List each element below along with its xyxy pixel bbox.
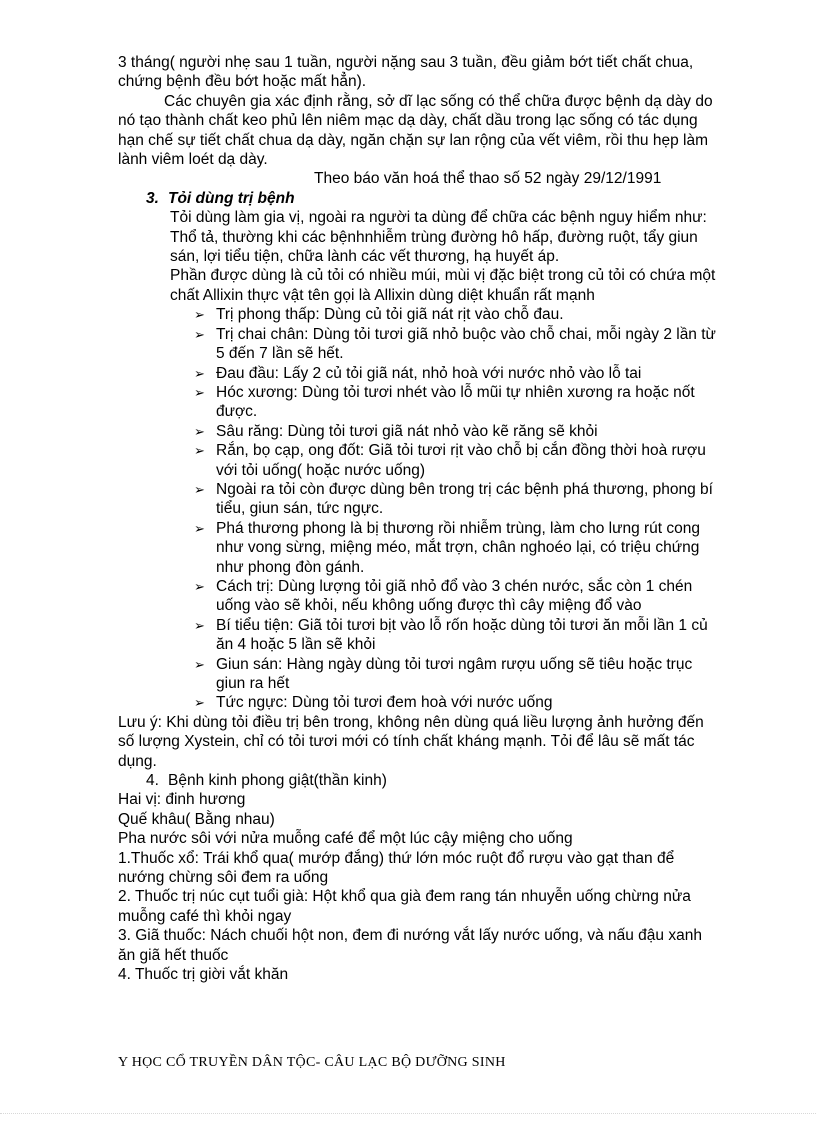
list-item-text: Phá thương phong là bị thương rồi nhiễm trùng, làm cho lưng rút cong như vong sừng, miệng méo, mắt trợn, chân nghoéo lại, có triệu chứng như phong đòn gánh. — [216, 519, 701, 576]
section-4-title: Bệnh kinh phong giật(thần kinh) — [168, 772, 387, 790]
intro-line: 3 tháng( người nhẹ sau 1 tuần, người nặng sau 3 tuần, đều giảm bớt tiết chất chua, chứng bệnh đều bớt hoặc mất hẳn). — [118, 54, 694, 91]
section-4-line: Pha nước sôi với nửa muỗng café để một lúc cậy miệng cho uống — [118, 830, 573, 848]
list-item — [194, 441, 718, 480]
list-item — [194, 305, 718, 324]
page-footer: Y HỌC CỔ TRUYỀN DÂN TỘC- CÂU LẠC BỘ DƯỠNG SINH — [118, 1055, 506, 1070]
arrow-bullet-icon: ➢ — [194, 423, 205, 439]
arrow-bullet-icon: ➢ — [194, 443, 205, 459]
section-4-line: 2. Thuốc trị núc cụt tuổi già: Hột khổ qua già đem rang tán nhuyễn uống chừng nửa muỗng café thì khỏi ngay — [118, 888, 691, 925]
arrow-bullet-icon: ➢ — [194, 578, 205, 594]
source-citation: Theo báo văn hoá thể thao số 52 ngày 29/12/1991 — [314, 170, 662, 188]
section-4-line: 3. Giã thuốc: Nách chuối hột non, đem đi nướng vắt lấy nước uống, và nấu đậu xanh ăn giã hết thuốc — [118, 927, 702, 964]
section-4-line: Hai vị: đinh hương — [118, 791, 246, 809]
list-item-text: Bí tiểu tiện: Giã tỏi tươi bịt vào lỗ rốn hoặc dùng tỏi tươi ăn mỗi lần 1 củ ăn 4 hoặc 5 lần sẽ khỏi — [216, 616, 708, 654]
list-item-text: Sâu răng: Dùng tỏi tươi giã nát nhỏ vào kẽ răng sẽ khỏi — [216, 422, 598, 440]
list-item-text: Rắn, bọ cạp, ong đốt: Giã tỏi tươi rịt vào chỗ bị cắn đồng thời hoà rượu với tỏi uống( hoặc nước uống) — [216, 442, 706, 479]
list-item — [194, 577, 718, 616]
list-item-text: Đau đầu: Lấy 2 củ tỏi giã nát, nhỏ hoà với nước nhỏ vào lỗ tai — [216, 364, 642, 382]
remedy-list — [118, 305, 718, 713]
list-item-text: Ngoài ra tỏi còn được dùng bên trong trị các bệnh phá thương, phong bí tiểu, giun sán, tức ngực. — [216, 480, 713, 518]
arrow-bullet-icon: ➢ — [194, 326, 205, 342]
list-item-text: Tức ngực: Dùng tỏi tươi đem hoà với nước uống — [216, 694, 553, 712]
list-item-text: Trị chai chân: Dùng tỏi tươi giã nhỏ buộc vào chỗ chai, mỗi ngày 2 lần từ 5 đến 7 lần sẽ hết. — [216, 325, 716, 363]
arrow-bullet-icon: ➢ — [194, 307, 205, 323]
arrow-bullet-icon: ➢ — [194, 384, 205, 400]
list-item — [194, 616, 718, 655]
section-4-line: Quế khâu( Bằng nhau) — [118, 810, 275, 828]
section-3-heading — [146, 189, 718, 208]
list-item-text: Hóc xương: Dùng tỏi tươi nhét vào lỗ mũi tự nhiên xương ra hoặc nốt được. — [216, 383, 695, 421]
section-4-number: 4. — [146, 772, 159, 790]
list-item — [194, 655, 718, 694]
list-item — [194, 693, 718, 712]
list-item — [194, 325, 718, 364]
arrow-bullet-icon: ➢ — [194, 520, 205, 536]
section-4-line: 4. Thuốc trị giời vắt khăn — [118, 966, 289, 984]
list-item — [194, 383, 718, 422]
list-item-text: Trị phong thấp: Dùng củ tỏi giã nát rịt vào chỗ đau. — [216, 306, 564, 324]
section-3-paragraph-3: Phần được dùng là củ tỏi có nhiều múi, mùi vị đặc biệt trong củ tỏi có chứa một chất Allixin thực vật tên gọi là Allixin dùng diệt khuẩn rất mạnh — [170, 267, 716, 304]
section-3-title: Tỏi dùng trị bệnh — [168, 189, 295, 207]
arrow-bullet-icon: ➢ — [194, 695, 205, 711]
section-4-heading — [118, 771, 718, 790]
arrow-bullet-icon: ➢ — [194, 617, 205, 633]
list-item — [194, 422, 718, 441]
section-4-line: 1.Thuốc xổ: Trái khổ qua( mướp đắng) thứ lớn móc ruột đổ rượu vào gạt than để nướng chừng sôi đem ra uống — [118, 849, 675, 887]
intro-paragraph: Các chuyên gia xác định rằng, sở dĩ lạc sống có thể chữa được bệnh dạ dày do nó tạo thành chất keo phủ lên niêm mạc dạ dày, chất dầu trong lạc sống có tác dụng hạn chế sự tiết chất chua dạ dày, ngăn chặn sự lan rộng của vết viêm, rồi thu hẹp làm lành viêm loét dạ dày. — [118, 92, 713, 169]
list-item — [194, 519, 718, 577]
list-item-text: Giun sán: Hàng ngày dùng tỏi tươi ngâm rượu uống sẽ tiêu hoặc trục giun ra hết — [216, 655, 693, 692]
arrow-bullet-icon: ➢ — [194, 365, 205, 381]
section-3-paragraph-1: Tỏi dùng làm gia vị, ngoài ra người ta dùng để chữa các bệnh nguy hiểm như: — [170, 209, 707, 227]
arrow-bullet-icon: ➢ — [194, 481, 205, 497]
document-body — [118, 53, 718, 985]
section-3-number: 3. — [146, 189, 159, 207]
caution-note: Lưu ý: Khi dùng tỏi điều trị bên trong, không nên dùng quá liều lượng ảnh hưởng đến số lượng Xystein, chỉ có tỏi tươi mới có tính chất kháng mạnh. Tỏi để lâu sẽ mất tác dụng. — [118, 713, 704, 770]
list-item — [194, 480, 718, 519]
page-border-divider — [0, 1113, 816, 1114]
arrow-bullet-icon: ➢ — [194, 656, 205, 672]
list-item-text: Cách trị: Dùng lượng tỏi giã nhỏ đổ vào 3 chén nước, sắc còn 1 chén uống vào sẽ khỏi, nếu không uống được thì cây miệng đổ vào — [216, 577, 693, 615]
section-3-paragraph-2: Thổ tả, thường khi các bệnhnhiễm trùng đường hô hấp, đường ruột, tẩy giun sán, lợi tiểu tiện, chữa lành các vết thương, hạ huyết áp. — [170, 228, 698, 266]
list-item — [194, 364, 718, 383]
